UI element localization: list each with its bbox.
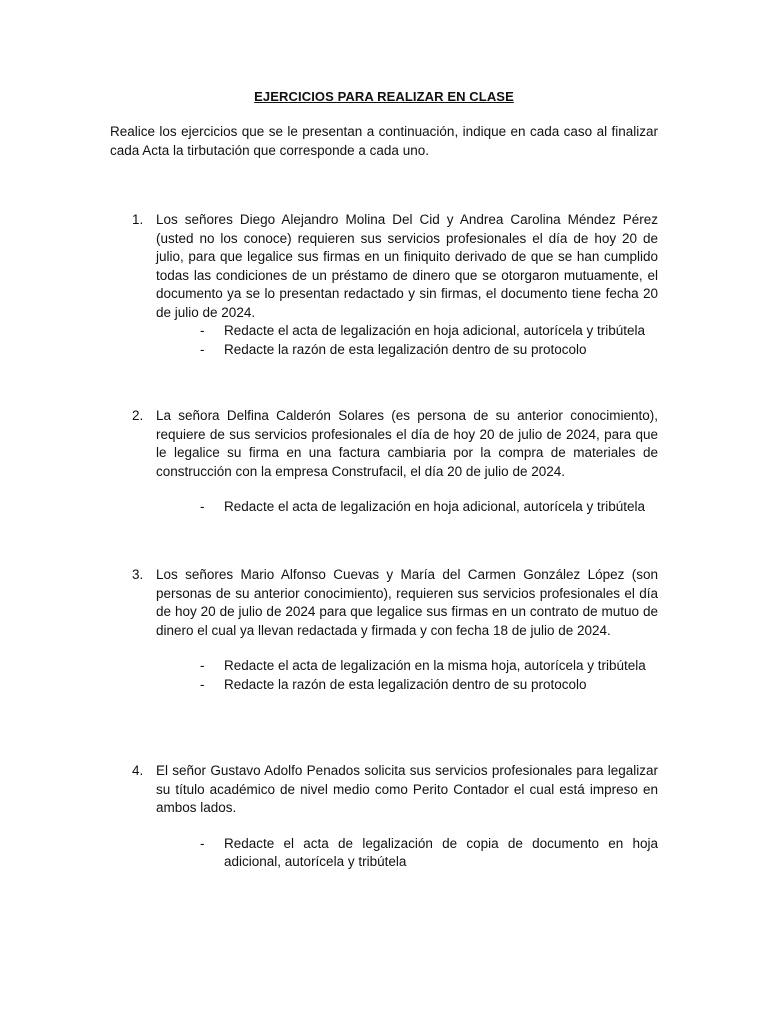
task-dash: - [200, 341, 205, 357]
task-list [110, 657, 658, 694]
exercise-1 [110, 211, 658, 359]
task-text: Redacte el acta de legalización en hoja adicional, autorícela y tribútela [224, 499, 646, 514]
task-dash: - [200, 658, 205, 673]
exercise-2 [110, 407, 658, 517]
exercise-text: El señor Gustavo Adolfo Penados solicita sus servicios profesionales para legalizar su título académico de nivel medio como Perito Contador el cual está impreso en ambos lados. [156, 763, 658, 815]
exercise-number: 1. [132, 212, 144, 227]
exercise-number: 2. [132, 408, 144, 423]
exercise-statement [110, 407, 658, 481]
task-text: Redacte el acta de legalización en hoja adicional, autorícela y tribútela [224, 323, 646, 338]
task-dash: - [200, 499, 205, 514]
exercise-4 [110, 762, 658, 872]
exercise-text: La señora Delfina Calderón Solares (es persona de su anterior conocimiento), requiere de sus servicios profesionales el día de hoy 20 de julio de 2024, para que le legalice su firma en una factura cambiaria por la compra de materiales de construcción con la empresa Construfacil, el día 20 de julio de 2024. [156, 408, 658, 479]
exercise-3 [110, 566, 658, 694]
task-dash: - [200, 323, 205, 338]
task-item [110, 676, 658, 695]
page-title: EJERCICIOS PARA REALIZAR EN CLASE [254, 89, 514, 104]
exercise-number: 3. [132, 567, 144, 582]
task-list [110, 835, 658, 872]
exercise-text: Los señores Diego Alejandro Molina Del Cid y Andrea Carolina Méndez Pérez (usted no los conoce) requieren sus servicios profesionales el día de hoy 20 de julio, para que legalice sus firmas en un finiquito derivado de que se han cumplido todas las condiciones de un préstamo de dinero que se otorgaron mutuamente, el documento ya se lo presentan redactado y sin firmas, el documento tiene fecha 20 de julio de 2024. [156, 212, 658, 320]
exercise-text: Los señores Mario Alfonso Cuevas y María del Carmen González López (son personas de su anterior conocimiento), requieren sus servicios profesionales el día de hoy 20 de julio de 2024 para que legalice sus firmas en un contrato de mutuo de dinero el cual ya llevan redactada y firmada y con fecha 18 de julio de 2024. [156, 567, 658, 638]
intro-paragraph: Realice los ejercicios que se le presentan a continuación, indique en cada caso al finalizar cada Acta la tirbutación que corresponde a cada uno. [110, 124, 658, 158]
exercise-statement [110, 211, 658, 322]
task-item [110, 341, 658, 360]
exercise-number: 4. [132, 763, 144, 778]
task-dash: - [200, 835, 205, 851]
task-text: Redacte la razón de esta legalización dentro de su protocolo [224, 341, 587, 357]
task-item [110, 322, 658, 341]
exercise-statement [110, 566, 658, 640]
task-item [110, 657, 658, 676]
task-text: Redacte el acta de legalización en la misma hoja, autorícela y tribútela [224, 658, 646, 673]
exercise-statement [110, 762, 658, 818]
task-list [110, 498, 658, 517]
task-text: Redacte la razón de esta legalización dentro de su protocolo [224, 676, 587, 692]
task-dash: - [200, 676, 205, 692]
task-item [110, 498, 658, 517]
task-text: Redacte el acta de legalización de copia de documento en hoja adicional, autorícela y tribútela [224, 835, 658, 869]
task-item [110, 835, 658, 872]
task-list [110, 322, 658, 359]
